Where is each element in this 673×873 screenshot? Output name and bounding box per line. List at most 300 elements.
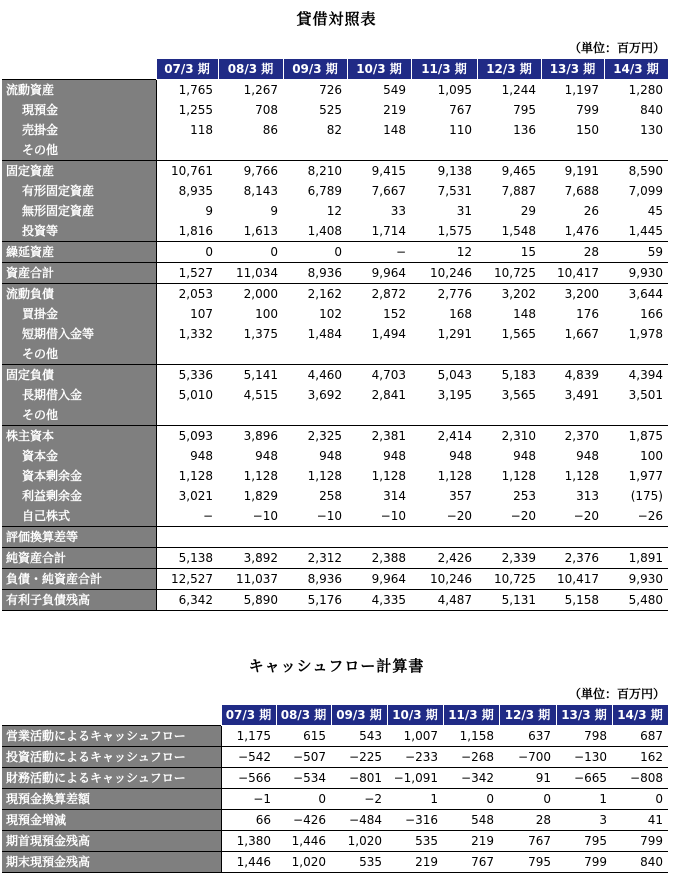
cell-value: 8,936: [283, 569, 347, 590]
period-header: 13/3 期: [541, 59, 604, 80]
cell-value: 5,010: [178, 388, 213, 402]
cash-flow-unit: （単位：百万円）: [568, 687, 665, 701]
table-row: [2, 747, 668, 768]
table-row: [2, 527, 668, 548]
cell-value: 1,446: [221, 852, 276, 873]
row-label: 期末現預金残高: [2, 852, 221, 873]
cell-value: 162: [612, 747, 668, 768]
cell-value: 9,930: [604, 263, 668, 284]
cell-value: 1,095: [411, 80, 477, 101]
row-label: 期首現預金残高: [2, 831, 221, 852]
cell-value: [604, 405, 668, 426]
cell-value: 148: [513, 307, 536, 321]
cell-value: 130: [640, 123, 663, 137]
row-label: 売掛金: [2, 120, 156, 140]
cell-value: [411, 405, 477, 426]
cell-value: −26: [637, 509, 663, 523]
period-header: 11/3 期: [411, 59, 477, 80]
cell-value: 3,501: [628, 388, 663, 402]
row-label: その他: [2, 405, 156, 426]
row-label: 利益剰余金: [2, 486, 156, 506]
period-header: 08/3 期: [218, 59, 283, 80]
cell-value: 7,531: [437, 184, 472, 198]
table-row: [2, 810, 668, 831]
cell-value: 9,138: [411, 161, 477, 182]
period-header: 07/3 期: [221, 705, 276, 726]
table-row: [2, 548, 668, 569]
cell-value: 26: [583, 204, 599, 218]
cell-value: 708: [255, 103, 278, 117]
cell-value: 795: [556, 831, 612, 852]
cell-value: 1,020: [331, 831, 387, 852]
row-label: 資産合計: [2, 263, 156, 284]
cell-value: 2,000: [218, 284, 283, 305]
cell-value: −1,091: [387, 768, 443, 789]
cell-value: [411, 527, 477, 548]
cell-value: 9,930: [604, 569, 668, 590]
cell-value: 8,143: [243, 184, 278, 198]
cell-value: [218, 140, 283, 161]
cell-value: 948: [383, 449, 406, 463]
row-label: 株主資本: [2, 426, 156, 447]
cell-value: 0: [612, 789, 668, 810]
cell-value: 2,388: [347, 548, 411, 569]
cell-value: 5,336: [156, 365, 218, 386]
cell-value: [156, 140, 218, 161]
table-row: [2, 100, 668, 120]
cell-value: 10,417: [541, 263, 604, 284]
cell-value: [541, 344, 604, 365]
row-label: その他: [2, 344, 156, 365]
cell-value: 28: [499, 810, 556, 831]
cell-value: 1,128: [307, 469, 342, 483]
cell-value: 219: [387, 852, 443, 873]
cell-value: 2,162: [283, 284, 347, 305]
balance-sheet-title: 貸借対照表: [296, 10, 377, 28]
cell-value: 1,978: [628, 327, 663, 341]
cell-value: 4,335: [347, 590, 411, 611]
cell-value: [541, 405, 604, 426]
cell-value: 10,761: [156, 161, 218, 182]
cell-value: 798: [556, 726, 612, 747]
table-row: [2, 405, 668, 426]
cell-value: 1,613: [243, 224, 278, 238]
cell-value: [347, 527, 411, 548]
balance-sheet-header-row: [2, 59, 668, 80]
cell-value: 100: [255, 307, 278, 321]
cell-value: 549: [347, 80, 411, 101]
row-label: 無形固定資産: [2, 201, 156, 221]
cell-value: 9,415: [347, 161, 411, 182]
cell-value: 948: [319, 449, 342, 463]
cell-value: 4,394: [604, 365, 668, 386]
cell-value: 9,465: [477, 161, 541, 182]
cell-value: 176: [576, 307, 599, 321]
cell-value: 1: [387, 789, 443, 810]
table-row: [2, 201, 668, 221]
cell-value: 258: [319, 489, 342, 503]
cell-value: 948: [449, 449, 472, 463]
cell-value: 8,935: [178, 184, 213, 198]
table-row: [2, 486, 668, 506]
cell-value: 948: [255, 449, 278, 463]
row-label: 短期借入金等: [2, 324, 156, 344]
cell-value: 10,725: [477, 263, 541, 284]
cell-value: 1,007: [387, 726, 443, 747]
row-label: 買掛金: [2, 304, 156, 324]
cell-value: 7,688: [564, 184, 599, 198]
cell-value: 535: [387, 831, 443, 852]
cell-value: 7,099: [628, 184, 663, 198]
row-label: 繰延資産: [2, 242, 156, 263]
cell-value: [218, 527, 283, 548]
cell-value: [283, 140, 347, 161]
cell-value: 313: [576, 489, 599, 503]
period-header: 10/3 期: [387, 705, 443, 726]
cell-value: 2,339: [477, 548, 541, 569]
cell-value: [218, 344, 283, 365]
cell-value: 0: [218, 242, 283, 263]
cell-value: 2,381: [347, 426, 411, 447]
cell-value: 1,128: [501, 469, 536, 483]
cell-value: 5,890: [218, 590, 283, 611]
cell-value: 5,480: [604, 590, 668, 611]
cell-value: 6,342: [156, 590, 218, 611]
cell-value: −10: [380, 509, 406, 523]
cell-value: [156, 344, 218, 365]
cell-value: [477, 527, 541, 548]
table-row: [2, 221, 668, 242]
cell-value: 535: [331, 852, 387, 873]
table-row: [2, 263, 668, 284]
cell-value: 1,484: [307, 327, 342, 341]
cell-value: −: [347, 242, 411, 263]
cell-value: [411, 140, 477, 161]
cell-value: 31: [456, 204, 472, 218]
cell-value: 840: [612, 852, 668, 873]
row-label: 長期借入金: [2, 385, 156, 405]
cell-value: 1,446: [276, 831, 331, 852]
cell-value: 687: [612, 726, 668, 747]
cell-value: 5,093: [156, 426, 218, 447]
cell-value: 637: [499, 726, 556, 747]
table-row: [2, 726, 668, 747]
balance-sheet-unit: （単位：百万円）: [568, 41, 665, 55]
cell-value: 799: [556, 852, 612, 873]
cell-value: 840: [640, 103, 663, 117]
cell-value: 1,548: [501, 224, 536, 238]
cell-value: −542: [221, 747, 276, 768]
cash-flow-title: キャッシュフロー計算書: [248, 657, 425, 675]
cell-value: 8,590: [604, 161, 668, 182]
table-row: [2, 284, 668, 305]
cell-value: 100: [640, 449, 663, 463]
cell-value: 15: [477, 242, 541, 263]
cell-value: 1,175: [221, 726, 276, 747]
cell-value: 7,887: [501, 184, 536, 198]
cell-value: 2,841: [371, 388, 406, 402]
header-corner: [2, 59, 156, 80]
cell-value: 948: [576, 449, 599, 463]
cell-value: 3: [556, 810, 612, 831]
cell-value: −20: [446, 509, 472, 523]
cell-value: 0: [156, 242, 218, 263]
cell-value: 152: [383, 307, 406, 321]
table-row: [2, 466, 668, 486]
row-label: 資本金: [2, 446, 156, 466]
cell-value: 1,575: [437, 224, 472, 238]
cell-value: 45: [647, 204, 663, 218]
cell-value: 6,789: [307, 184, 342, 198]
cell-value: 948: [513, 449, 536, 463]
table-row: [2, 569, 668, 590]
cell-value: 1: [556, 789, 612, 810]
cell-value: −268: [443, 747, 499, 768]
cell-value: 3,491: [564, 388, 599, 402]
period-header: 09/3 期: [331, 705, 387, 726]
cell-value: [156, 405, 218, 426]
cell-value: 9,191: [541, 161, 604, 182]
period-header: 10/3 期: [347, 59, 411, 80]
row-label: その他: [2, 140, 156, 161]
cell-value: 5,043: [411, 365, 477, 386]
cell-value: 1,891: [604, 548, 668, 569]
cell-value: 91: [499, 768, 556, 789]
cell-value: 66: [221, 810, 276, 831]
cell-value: 12: [411, 242, 477, 263]
cell-value: 148: [383, 123, 406, 137]
cell-value: [347, 344, 411, 365]
cell-value: [283, 405, 347, 426]
cell-value: 3,195: [437, 388, 472, 402]
cell-value: 2,370: [541, 426, 604, 447]
table-row: [2, 161, 668, 182]
cell-value: −426: [276, 810, 331, 831]
cell-value: 1,280: [604, 80, 668, 101]
row-label: 現預金換算差額: [2, 789, 221, 810]
cell-value: 1,197: [541, 80, 604, 101]
cell-value: −233: [387, 747, 443, 768]
cell-value: 1,714: [371, 224, 406, 238]
cell-value: −225: [331, 747, 387, 768]
cell-value: 28: [541, 242, 604, 263]
cell-value: −484: [331, 810, 387, 831]
table-row: [2, 426, 668, 447]
cell-value: 2,376: [541, 548, 604, 569]
cell-value: 314: [383, 489, 406, 503]
row-label: 現預金増減: [2, 810, 221, 831]
row-label: 現預金: [2, 100, 156, 120]
cell-value: 4,515: [243, 388, 278, 402]
cell-value: 948: [190, 449, 213, 463]
cell-value: 9: [205, 204, 213, 218]
cell-value: 1,408: [307, 224, 342, 238]
period-header: 14/3 期: [612, 705, 668, 726]
cell-value: 1,128: [564, 469, 599, 483]
cell-value: 548: [443, 810, 499, 831]
table-row: [2, 242, 668, 263]
cell-value: 799: [576, 103, 599, 117]
cell-value: [604, 344, 668, 365]
cell-value: 7,667: [371, 184, 406, 198]
cell-value: −665: [556, 768, 612, 789]
cell-value: −801: [331, 768, 387, 789]
table-row: [2, 344, 668, 365]
cell-value: 1,494: [371, 327, 406, 341]
cell-value: 1,128: [178, 469, 213, 483]
cell-value: 10,417: [541, 569, 604, 590]
cell-value: −808: [612, 768, 668, 789]
cell-value: 0: [283, 242, 347, 263]
cell-value: 8,210: [283, 161, 347, 182]
cell-value: 168: [449, 307, 472, 321]
cell-value: 5,138: [156, 548, 218, 569]
table-row: [2, 120, 668, 140]
row-label: 営業活動によるキャッシュフロー: [2, 726, 221, 747]
header-corner: [2, 705, 221, 726]
cell-value: 1,291: [437, 327, 472, 341]
cell-value: 4,460: [283, 365, 347, 386]
row-label: 流動資産: [2, 80, 156, 101]
cell-value: 3,892: [218, 548, 283, 569]
cell-value: 253: [513, 489, 536, 503]
cell-value: 2,426: [411, 548, 477, 569]
period-header: 11/3 期: [443, 705, 499, 726]
cell-value: 1,829: [243, 489, 278, 503]
cell-value: 1,128: [437, 469, 472, 483]
row-label: 資本剰余金: [2, 466, 156, 486]
cell-value: [347, 140, 411, 161]
cell-value: 5,141: [218, 365, 283, 386]
cell-value: −20: [510, 509, 536, 523]
table-row: [2, 80, 668, 101]
cell-value: 9,964: [347, 569, 411, 590]
row-label: 流動負債: [2, 284, 156, 305]
table-row: [2, 506, 668, 527]
cell-value: 3,021: [178, 489, 213, 503]
row-label: 投資等: [2, 221, 156, 242]
cell-value: [411, 344, 477, 365]
cell-value: 11,034: [218, 263, 283, 284]
cell-value: 8,936: [283, 263, 347, 284]
cell-value: 1,255: [178, 103, 213, 117]
cell-value: 1,020: [276, 852, 331, 873]
cell-value: 795: [499, 852, 556, 873]
cell-value: 4,703: [347, 365, 411, 386]
cell-value: 107: [190, 307, 213, 321]
cell-value: −: [202, 509, 213, 523]
cell-value: 1,244: [477, 80, 541, 101]
cell-value: 615: [276, 726, 331, 747]
cell-value: 11,037: [218, 569, 283, 590]
cell-value: 9,964: [347, 263, 411, 284]
cell-value: 1,158: [443, 726, 499, 747]
cell-value: 525: [319, 103, 342, 117]
cell-value: 1,476: [564, 224, 599, 238]
cell-value: (175): [630, 489, 663, 503]
period-header: 13/3 期: [556, 705, 612, 726]
row-label: 負債・純資産合計: [2, 569, 156, 590]
cell-value: 3,896: [218, 426, 283, 447]
cell-value: 0: [276, 789, 331, 810]
table-row: [2, 140, 668, 161]
cell-value: 1,128: [243, 469, 278, 483]
cell-value: 2,312: [283, 548, 347, 569]
row-label: 純資産合計: [2, 548, 156, 569]
cell-value: 219: [383, 103, 406, 117]
cash-flow-header-row: [2, 705, 668, 726]
period-header: 07/3 期: [156, 59, 218, 80]
table-row: [2, 365, 668, 386]
cell-value: 12,527: [156, 569, 218, 590]
row-label: 固定資産: [2, 161, 156, 182]
period-header: 12/3 期: [477, 59, 541, 80]
cell-value: 33: [390, 204, 406, 218]
cell-value: −2: [331, 789, 387, 810]
cell-value: 10,246: [411, 263, 477, 284]
cell-value: 1,565: [501, 327, 536, 341]
cell-value: 726: [283, 80, 347, 101]
cell-value: 2,325: [283, 426, 347, 447]
cell-value: [347, 405, 411, 426]
cell-value: 3,202: [477, 284, 541, 305]
cell-value: [477, 140, 541, 161]
row-label: 自己株式: [2, 506, 156, 527]
period-header: 09/3 期: [283, 59, 347, 80]
cell-value: −1: [221, 789, 276, 810]
cell-value: 29: [520, 204, 536, 218]
cell-value: −534: [276, 768, 331, 789]
cell-value: −342: [443, 768, 499, 789]
row-label: 固定負債: [2, 365, 156, 386]
cell-value: 0: [443, 789, 499, 810]
balance-sheet-table: [2, 58, 669, 611]
cell-value: 5,176: [283, 590, 347, 611]
cell-value: 1,765: [156, 80, 218, 101]
period-header: 14/3 期: [604, 59, 668, 80]
cell-value: 1,332: [178, 327, 213, 341]
row-label: 投資活動によるキャッシュフロー: [2, 747, 221, 768]
cell-value: [283, 527, 347, 548]
cell-value: −130: [556, 747, 612, 768]
cell-value: 118: [190, 123, 213, 137]
cell-value: 166: [640, 307, 663, 321]
cell-value: 1,380: [221, 831, 276, 852]
cell-value: 1,667: [564, 327, 599, 341]
table-row: [2, 590, 668, 611]
cell-value: 1,527: [156, 263, 218, 284]
cell-value: 102: [319, 307, 342, 321]
table-row: [2, 768, 668, 789]
cell-value: 3,565: [501, 388, 536, 402]
cell-value: 767: [449, 103, 472, 117]
period-header: 12/3 期: [499, 705, 556, 726]
table-row: [2, 385, 668, 405]
cell-value: 357: [449, 489, 472, 503]
cell-value: −10: [252, 509, 278, 523]
cell-value: [218, 405, 283, 426]
cell-value: [156, 527, 218, 548]
cell-value: [541, 140, 604, 161]
cell-value: 150: [576, 123, 599, 137]
cell-value: 3,692: [307, 388, 342, 402]
cell-value: 12: [326, 204, 342, 218]
cell-value: [604, 140, 668, 161]
cell-value: 9: [270, 204, 278, 218]
cell-value: [541, 527, 604, 548]
cell-value: 41: [612, 810, 668, 831]
table-row: [2, 181, 668, 201]
